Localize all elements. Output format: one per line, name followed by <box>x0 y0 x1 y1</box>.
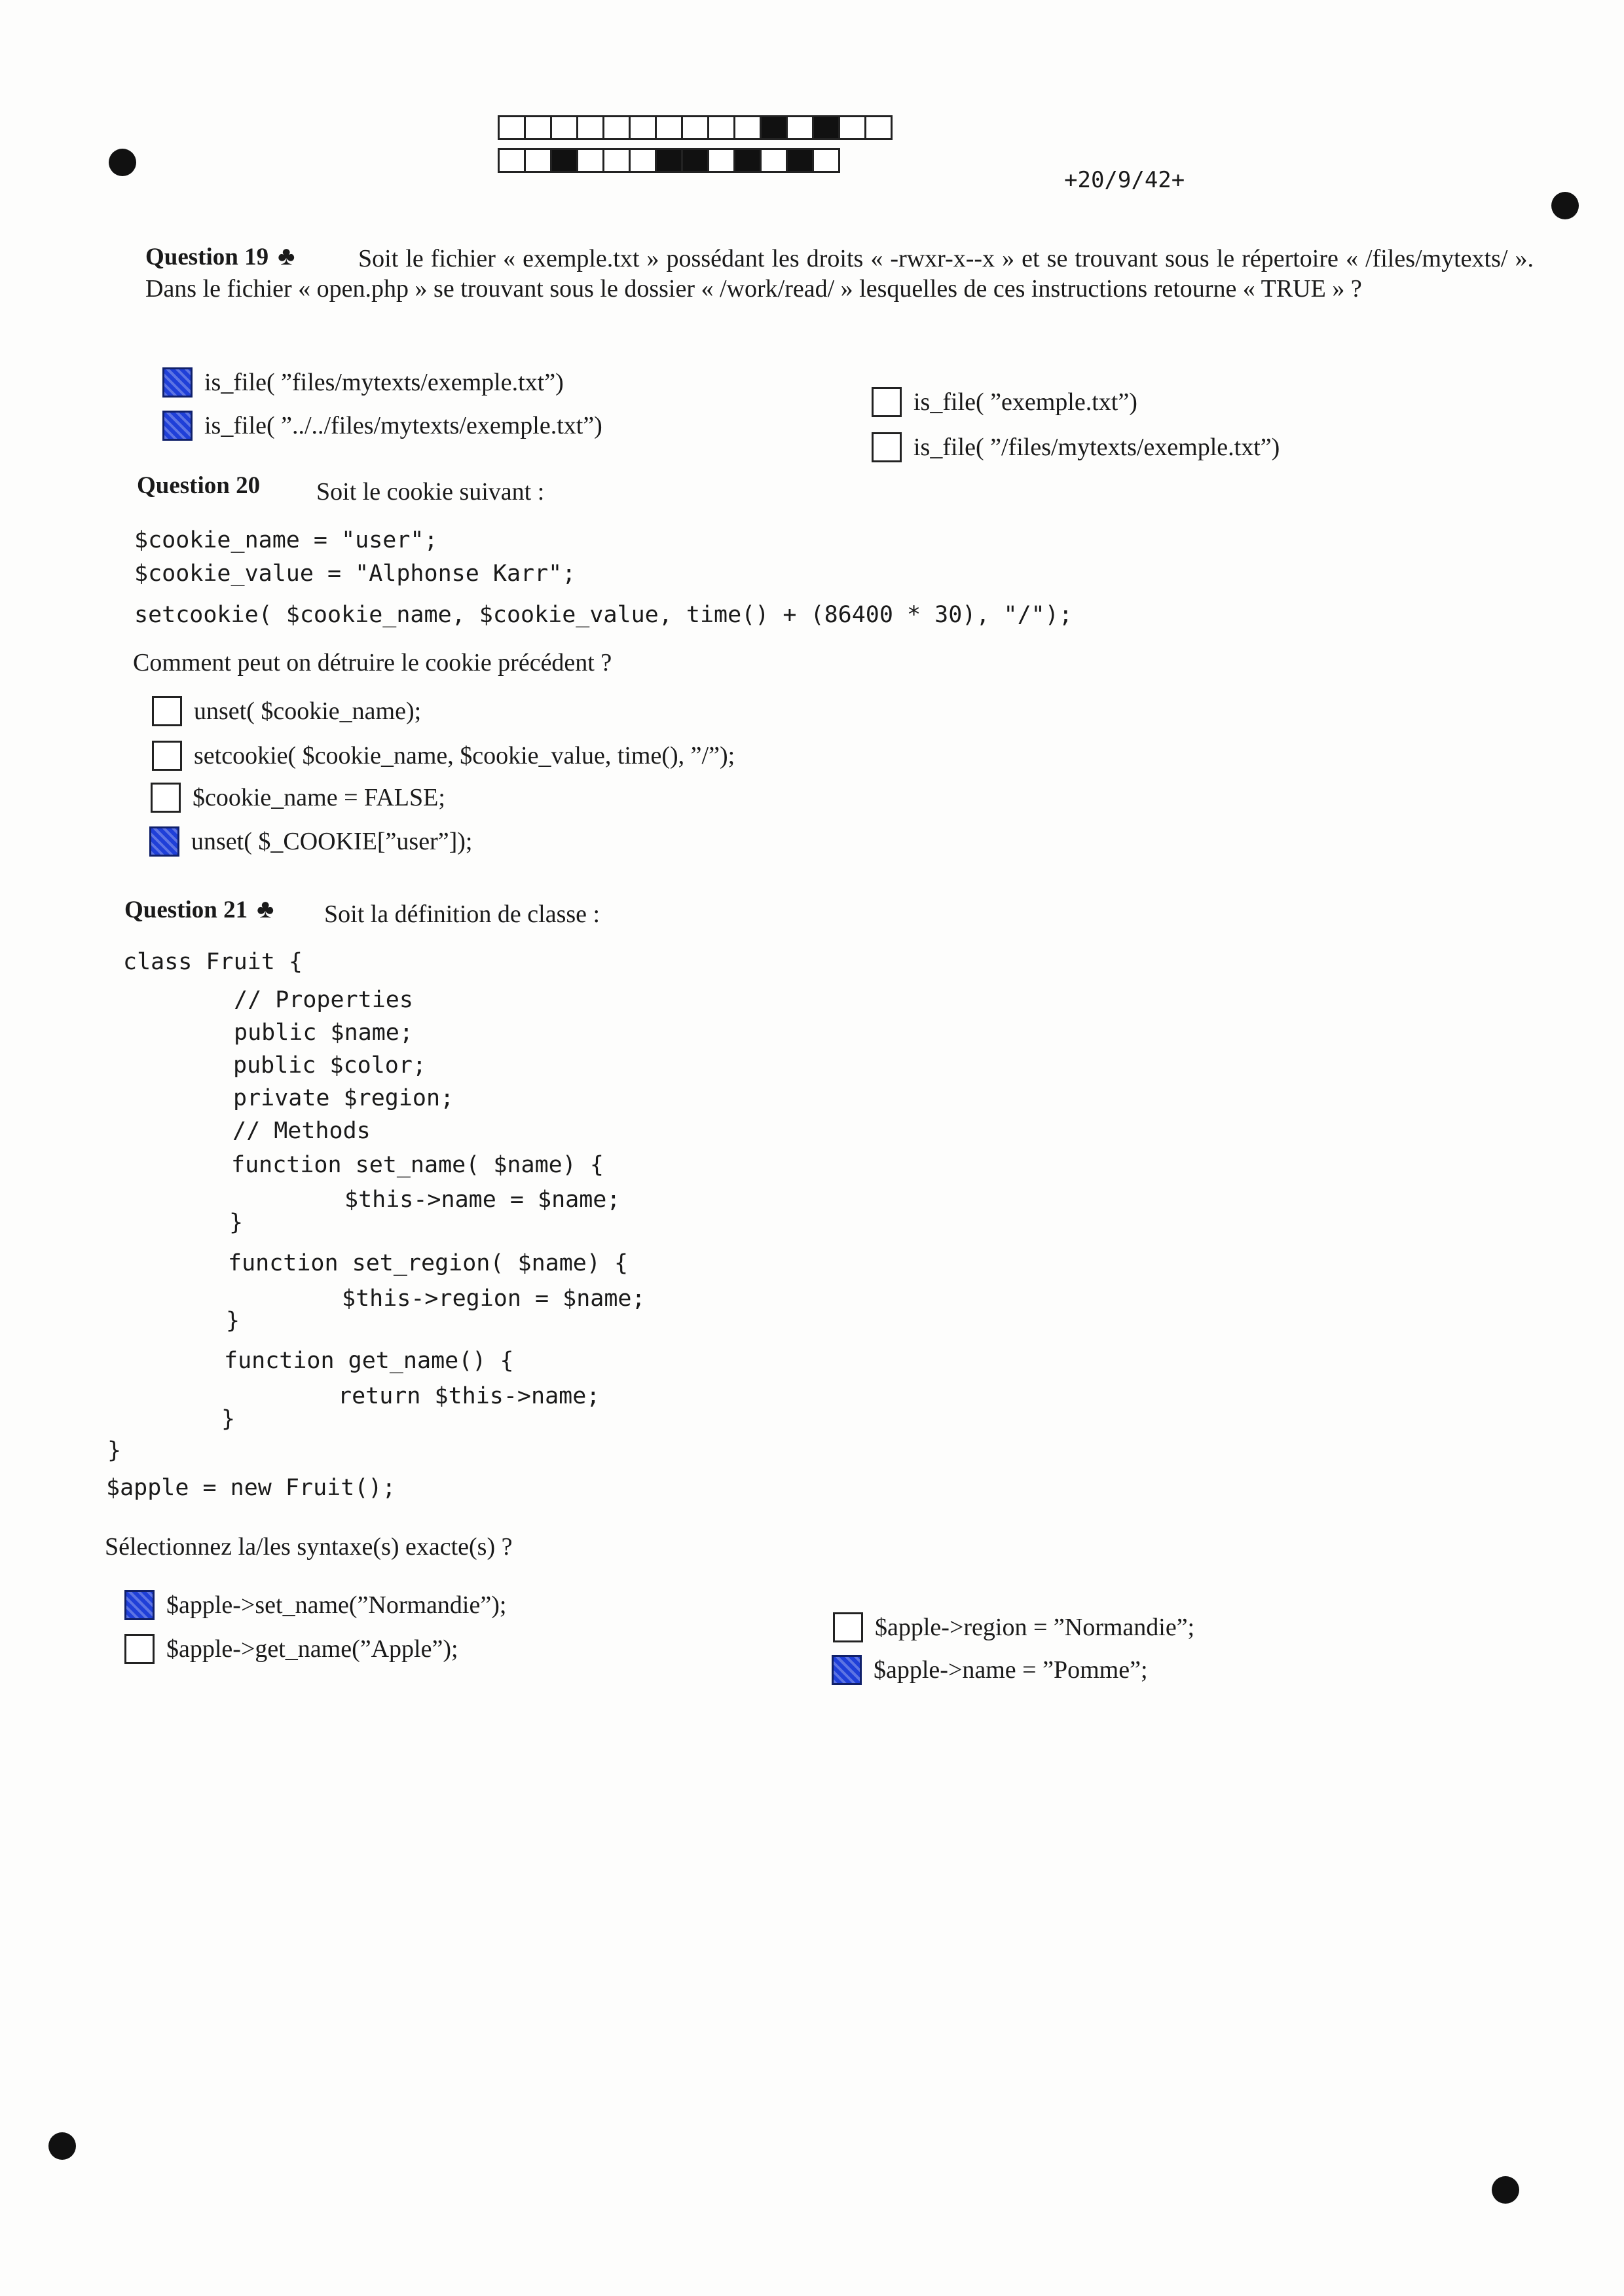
answer-label: setcookie( $cookie_name, $cookie_value, time(), ”/”); <box>194 742 735 769</box>
answer-label: $apple->region = ”Normandie”; <box>875 1614 1195 1641</box>
q20-answer-4[interactable] <box>149 826 472 857</box>
q21-answer-1[interactable] <box>124 1590 506 1620</box>
q21-code-line: $this->region = $name; <box>342 1286 646 1312</box>
q20-code-line: $cookie_value = "Alphonse Karr"; <box>134 561 576 587</box>
q20-intro: Soit le cookie suivant : <box>316 478 545 506</box>
q20-code-line: setcookie( $cookie_name, $cookie_value, time() + (86400 * 30), "/"); <box>134 602 1073 628</box>
q21-code-line: } <box>107 1437 122 1464</box>
registration-mark-bottom-right <box>1492 2176 1519 2204</box>
id-cell-empty <box>786 115 814 140</box>
q19-answer-2[interactable] <box>162 411 602 441</box>
id-cell-empty <box>602 148 631 173</box>
checkbox[interactable] <box>833 1612 863 1642</box>
checkbox[interactable] <box>152 696 182 726</box>
q21-code-line: // Methods <box>232 1118 371 1144</box>
q21-code-line: $this->name = $name; <box>344 1187 621 1213</box>
student-id-grid-row-2 <box>498 148 838 173</box>
student-id-grid-row-1 <box>498 115 891 140</box>
checkbox-checked[interactable] <box>162 367 193 398</box>
registration-mark-bottom-left <box>48 2132 76 2160</box>
q21-code-line: return $this->name; <box>338 1383 600 1409</box>
checkbox-checked[interactable] <box>149 826 179 857</box>
q21-title-text: Question 21 <box>124 897 248 923</box>
q19-answer-3[interactable] <box>872 387 1137 417</box>
id-cell-empty <box>498 115 526 140</box>
q21-title <box>124 893 274 924</box>
q21-answer-4[interactable] <box>832 1655 1148 1685</box>
checkbox-checked[interactable] <box>832 1655 862 1685</box>
club-icon: ♣ <box>257 894 274 923</box>
q20-question: Comment peut on détruire le cookie précédent ? <box>133 649 612 676</box>
id-cell-empty <box>707 115 735 140</box>
id-cell-empty <box>602 115 631 140</box>
q19-answer-4[interactable] <box>872 432 1280 462</box>
q21-intro: Soit la définition de classe : <box>324 900 600 928</box>
q20-answer-2[interactable] <box>152 741 735 771</box>
id-cell-empty <box>550 115 578 140</box>
id-cell-empty <box>655 115 683 140</box>
q21-answer-3[interactable] <box>833 1612 1194 1642</box>
registration-mark-top-right <box>1551 192 1579 219</box>
id-cell-empty <box>681 115 709 140</box>
answer-label: is_file( ”exemple.txt”) <box>913 388 1137 416</box>
id-cell-empty <box>576 115 604 140</box>
answer-label: $cookie_name = FALSE; <box>193 784 445 811</box>
answer-label: unset( $cookie_name); <box>194 697 422 725</box>
id-cell-filled <box>681 148 709 173</box>
id-cell-filled <box>786 148 814 173</box>
q21-code-line: // Properties <box>234 987 413 1013</box>
q21-code-line: private $region; <box>233 1085 454 1111</box>
id-cell-empty <box>498 148 526 173</box>
q21-answer-2[interactable] <box>124 1634 458 1664</box>
answer-label: unset( $_COOKIE[”user”]); <box>191 828 473 855</box>
id-cell-empty <box>760 148 788 173</box>
q21-question: Sélectionnez la/les syntaxe(s) exacte(s) ? <box>105 1533 513 1561</box>
answer-label: $apple->get_name(”Apple”); <box>166 1635 458 1663</box>
id-cell-empty <box>629 115 657 140</box>
q21-code-line: public $color; <box>233 1052 427 1079</box>
q21-code-line: function set_name( $name) { <box>231 1152 604 1178</box>
id-cell-filled <box>733 148 762 173</box>
page-code: +20/9/42+ <box>1064 167 1185 193</box>
checkbox[interactable] <box>872 387 902 417</box>
answer-label: $apple->name = ”Pomme”; <box>874 1656 1148 1684</box>
q19-title-text: Question 19 <box>145 244 269 270</box>
id-cell-filled <box>550 148 578 173</box>
q21-code-line: function set_region( $name) { <box>228 1250 629 1276</box>
q21-code-line: function get_name() { <box>224 1348 514 1374</box>
checkbox[interactable] <box>124 1634 155 1664</box>
q21-code-line: } <box>226 1308 240 1334</box>
registration-mark-top-left <box>109 149 136 176</box>
q21-code-line: } <box>229 1210 244 1236</box>
id-cell-empty <box>707 148 735 173</box>
answer-label: is_file( ”files/mytexts/exemple.txt”) <box>204 369 564 396</box>
q19-text: Soit le fichier « exemple.txt » possédant les droits « -rwxr-x--x » et se trouvant sous le répertoire « /files/mytexts/ ». Dans le fichier « open.php » se trouvant sous le dossier « /work/read/ » lesquelles de ces instructions retourne « TRUE » ? <box>145 245 1534 303</box>
q20-code-line: $cookie_name = "user"; <box>134 527 438 553</box>
club-icon: ♣ <box>278 241 295 270</box>
id-cell-filled <box>760 115 788 140</box>
checkbox[interactable] <box>151 783 181 813</box>
answer-label: is_file( ”/files/mytexts/exemple.txt”) <box>913 434 1280 461</box>
q21-code-line: } <box>221 1406 236 1432</box>
id-cell-filled <box>812 115 840 140</box>
id-cell-empty <box>524 148 552 173</box>
id-cell-empty <box>629 148 657 173</box>
q21-code-line: $apple = new Fruit(); <box>106 1475 396 1501</box>
answer-label: is_file( ”../../files/mytexts/exemple.txt”) <box>204 412 602 439</box>
q21-code-line: class Fruit { <box>123 949 303 975</box>
id-cell-empty <box>812 148 840 173</box>
id-cell-empty <box>576 148 604 173</box>
q21-code-line: public $name; <box>234 1020 413 1046</box>
id-cell-empty <box>733 115 762 140</box>
checkbox-checked[interactable] <box>124 1590 155 1620</box>
answer-label: $apple->set_name(”Normandie”); <box>166 1591 507 1619</box>
q19-answer-1[interactable] <box>162 367 564 398</box>
checkbox[interactable] <box>152 741 182 771</box>
q20-title: Question 20 <box>137 472 261 499</box>
checkbox-checked[interactable] <box>162 411 193 441</box>
checkbox[interactable] <box>872 432 902 462</box>
id-cell-empty <box>838 115 866 140</box>
q20-answer-1[interactable] <box>152 696 421 726</box>
id-cell-filled <box>655 148 683 173</box>
id-cell-empty <box>864 115 893 140</box>
id-cell-empty <box>524 115 552 140</box>
q20-answer-3[interactable] <box>151 783 445 813</box>
